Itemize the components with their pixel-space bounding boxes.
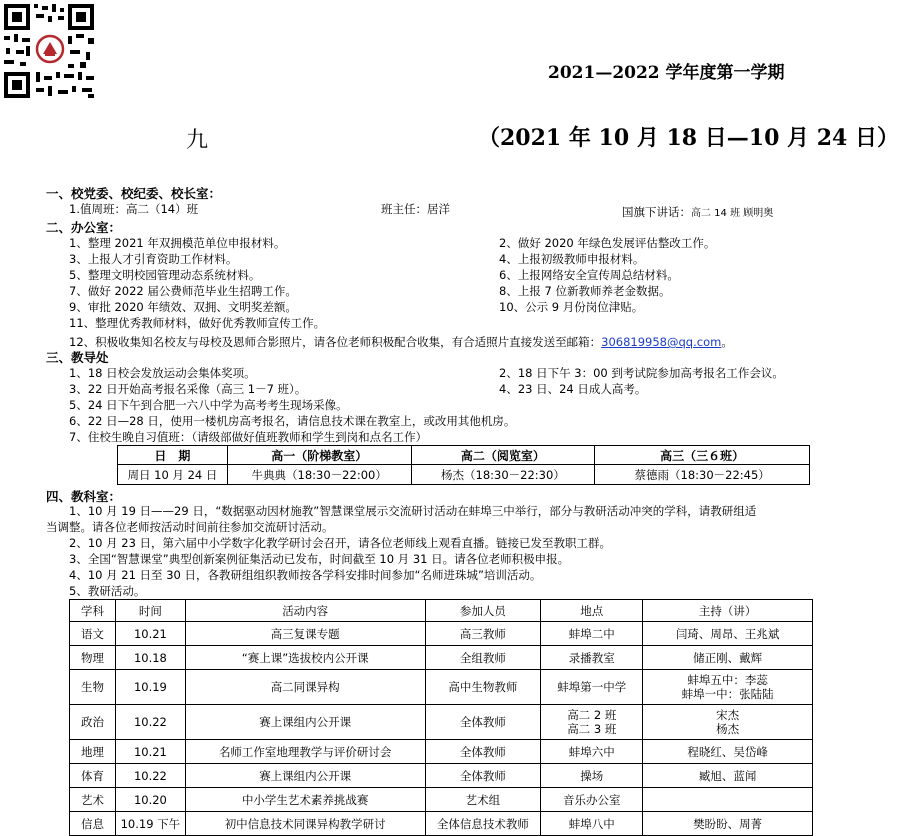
table-cell: 10.19 (115, 670, 185, 705)
office-item: 8、上报 7 位新教师养老金数据。 (499, 284, 671, 298)
office-item: 2、做好 2020 年绿色发展评估整改工作。 (499, 236, 716, 250)
table-cell: 艺术组 (425, 788, 541, 812)
office-item: 9、审批 2020 年绩效、双拥、文明奖差额。 (69, 300, 297, 314)
research-table-body (70, 622, 813, 836)
table-header: 高一（阶梯教室） (227, 446, 411, 465)
table-row (118, 465, 810, 485)
research-item: 4、10 月 21 日至 30 日，各教研组组织教师按各学科安排时间参加“名师进珠城”培训活动。 (69, 568, 542, 582)
table-cell: 樊盼盼、周菁 (643, 812, 813, 836)
office-item: 3、上报人才引育资助工作材料。 (69, 252, 238, 266)
office-item-text: 12、积极收集知名校友与母校及恩师合影照片，请各位老师积极配合收集，有合适照片直接发送至邮箱： (69, 335, 602, 349)
office-item-email (69, 331, 733, 350)
table-cell: 信息 (70, 812, 116, 836)
research-item: 1、10 月 19 日——29 日，“数据驱动因材施教”智慧课堂展示交流研讨活动在蚌埠三中举行，部分与教研活动冲突的学科，请教研组适 (69, 504, 757, 518)
term-title: 2021—2022 学年度第一学期 (548, 63, 785, 83)
office-item: 4、上报初级教师申报材料。 (499, 252, 645, 266)
table-cell: 杨杰（18:30－22:30） (411, 465, 595, 485)
table-cell: 牛典典（18:30－22:00） (227, 465, 411, 485)
table-cell: 高二 2 班 高二 3 班 (541, 705, 643, 740)
table-cell: 全组教师 (425, 646, 541, 670)
table-cell: 高中生物教师 (425, 670, 541, 705)
research-item: 2、10 月 23 日，第六届中小学数字化教学研讨会召开，请各位老师线上观看直播。链接已发至教职工群。 (69, 536, 612, 550)
table-cell: 蚌埠六中 (541, 740, 643, 764)
table-cell: 高三复课专题 (185, 622, 425, 646)
table-cell: 物理 (70, 646, 116, 670)
week-number: 九 (186, 128, 209, 153)
table-cell: 名师工作室地理教学与评价研讨会 (185, 740, 425, 764)
table-cell: 储正刚、戴辉 (643, 646, 813, 670)
table-cell: 赛上课组内公开课 (185, 764, 425, 788)
table-cell: 高三教师 (425, 622, 541, 646)
office-item: 10、公示 9 月份岗位津贴。 (499, 300, 644, 314)
table-cell: 10.22 (115, 764, 185, 788)
table-header: 时间 (115, 600, 185, 622)
table-cell: 全体教师 (425, 740, 541, 764)
table-cell: 艺术 (70, 788, 116, 812)
table-cell: 臧旭、蓝闻 (643, 764, 813, 788)
research-item: 5、教研活动。 (69, 584, 146, 598)
teaching-item: 3、22 日开始高考报名采像（高三 1－7 班）。 (69, 382, 307, 396)
table-row (70, 646, 813, 670)
table-cell: 宋杰 杨杰 (643, 705, 813, 740)
table-cell: 10.20 (115, 788, 185, 812)
flag-speech (622, 201, 773, 220)
table-header-row (118, 446, 810, 465)
table-cell: 10.21 (115, 622, 185, 646)
section-2-title: 二、办公室： (46, 220, 122, 235)
teaching-item: 4、23 日、24 日成人高考。 (499, 382, 647, 396)
table-cell: 体育 (70, 764, 116, 788)
table-cell: 政治 (70, 705, 116, 740)
table-cell: 地理 (70, 740, 116, 764)
table-cell: 周日 10 月 24 日 (118, 465, 228, 485)
office-item: 6、上报网络安全宣传周总结材料。 (499, 268, 679, 282)
flag-speech-label: 国旗下讲话： (622, 205, 691, 219)
table-cell: 全体教师 (425, 705, 541, 740)
week-date-range: （2021 年 10 月 18 日—10 月 24 日） (478, 125, 899, 151)
table-cell: 赛上课组内公开课 (185, 705, 425, 740)
table-row (70, 764, 813, 788)
table-header-row (70, 600, 813, 622)
qr-code (2, 2, 96, 100)
table-cell: 程晓红、吴岱峰 (643, 740, 813, 764)
table-cell: 录播教室 (541, 646, 643, 670)
table-cell: 10.21 (115, 740, 185, 764)
table-row (70, 740, 813, 764)
table-header: 日 期 (118, 446, 228, 465)
table-cell: 10.19 下午 (115, 812, 185, 836)
table-row (70, 812, 813, 836)
table-cell: 操场 (541, 764, 643, 788)
flag-speech-speaker: 高二 14 班 顾明奥 (691, 208, 774, 219)
section-3-title: 三、教导处 (46, 350, 109, 365)
table-row (70, 670, 813, 705)
office-item: 5、整理文明校园管理动态系统材料。 (69, 268, 261, 282)
teaching-item: 7、住校生晚自习值班：（请级部做好值班教师和学生到岗和点名工作） (69, 430, 428, 444)
table-row (70, 622, 813, 646)
table-cell: 蚌埠八中 (541, 812, 643, 836)
teaching-item: 5、24 日下午到合肥一六八中学为高考考生现场采像。 (69, 398, 348, 412)
table-cell: 蔡德雨（18:30－22:45） (595, 465, 810, 485)
table-cell: 蚌埠第一中学 (541, 670, 643, 705)
table-header: 参加人员 (425, 600, 541, 622)
office-item-tail: 。 (721, 335, 733, 349)
teaching-item: 6、22 日—28 日，使用一楼机房高考报名，请信息技术课在教室上，或改用其他机房。 (69, 414, 516, 428)
table-cell: 蚌埠二中 (541, 622, 643, 646)
research-item: 3、全国“智慧课堂”典型创新案例征集活动已发布，时间截至 10 月 31 日。请各位老师积极申报。 (69, 552, 570, 566)
table-row (70, 705, 813, 740)
table-row (70, 788, 813, 812)
table-cell: 全体信息技术教师 (425, 812, 541, 836)
table-cell: 语文 (70, 622, 116, 646)
research-item-cont: 当调整。请各位老师按活动时间前往参加交流研讨活动。 (46, 520, 334, 534)
table-header: 高三（三６班） (595, 446, 810, 465)
office-item: 11、整理优秀教师材料，做好优秀教师宣传工作。 (69, 316, 326, 330)
head-teacher: 班主任：居洋 (381, 202, 450, 216)
evening-duty-table (117, 445, 810, 485)
email-link[interactable]: 306819958@qq.com (601, 335, 722, 349)
table-cell: 音乐办公室 (541, 788, 643, 812)
table-cell: 初中信息技术同课异构教学研讨 (185, 812, 425, 836)
office-item: 7、做好 2022 届公费师范毕业生招聘工作。 (69, 284, 297, 298)
table-header: 学科 (70, 600, 116, 622)
table-cell: 闫琦、周昂、王兆斌 (643, 622, 813, 646)
teaching-item: 1、18 日校会发放运动会集体奖项。 (69, 366, 256, 380)
table-header: 主持（讲） (643, 600, 813, 622)
table-cell: 中小学生艺术素养挑战赛 (185, 788, 425, 812)
table-cell: 蚌埠五中：李蕊 蚌埠一中：张陆陆 (643, 670, 813, 705)
table-cell: 10.22 (115, 705, 185, 740)
table-cell: 全体教师 (425, 764, 541, 788)
office-item: 1、整理 2021 年双拥模范单位申报材料。 (69, 236, 286, 250)
table-header: 地点 (541, 600, 643, 622)
duty-class: 1.值周班：高二（14）班 (69, 202, 199, 216)
section-4-title: 四、教科室： (46, 489, 122, 504)
table-cell: 10.18 (115, 646, 185, 670)
research-activity-table (69, 599, 813, 836)
table-header: 高二（阅览室） (411, 446, 595, 465)
table-cell: 高二同课异构 (185, 670, 425, 705)
section-1-title: 一、校党委、校纪委、校长室： (46, 186, 222, 201)
table-cell (643, 788, 813, 812)
table-cell: “赛上课”选拔校内公开课 (185, 646, 425, 670)
teaching-item: 2、18 日下午 3：00 到考试院参加高考报名工作会议。 (499, 366, 784, 380)
table-cell: 生物 (70, 670, 116, 705)
table-header: 活动内容 (185, 600, 425, 622)
